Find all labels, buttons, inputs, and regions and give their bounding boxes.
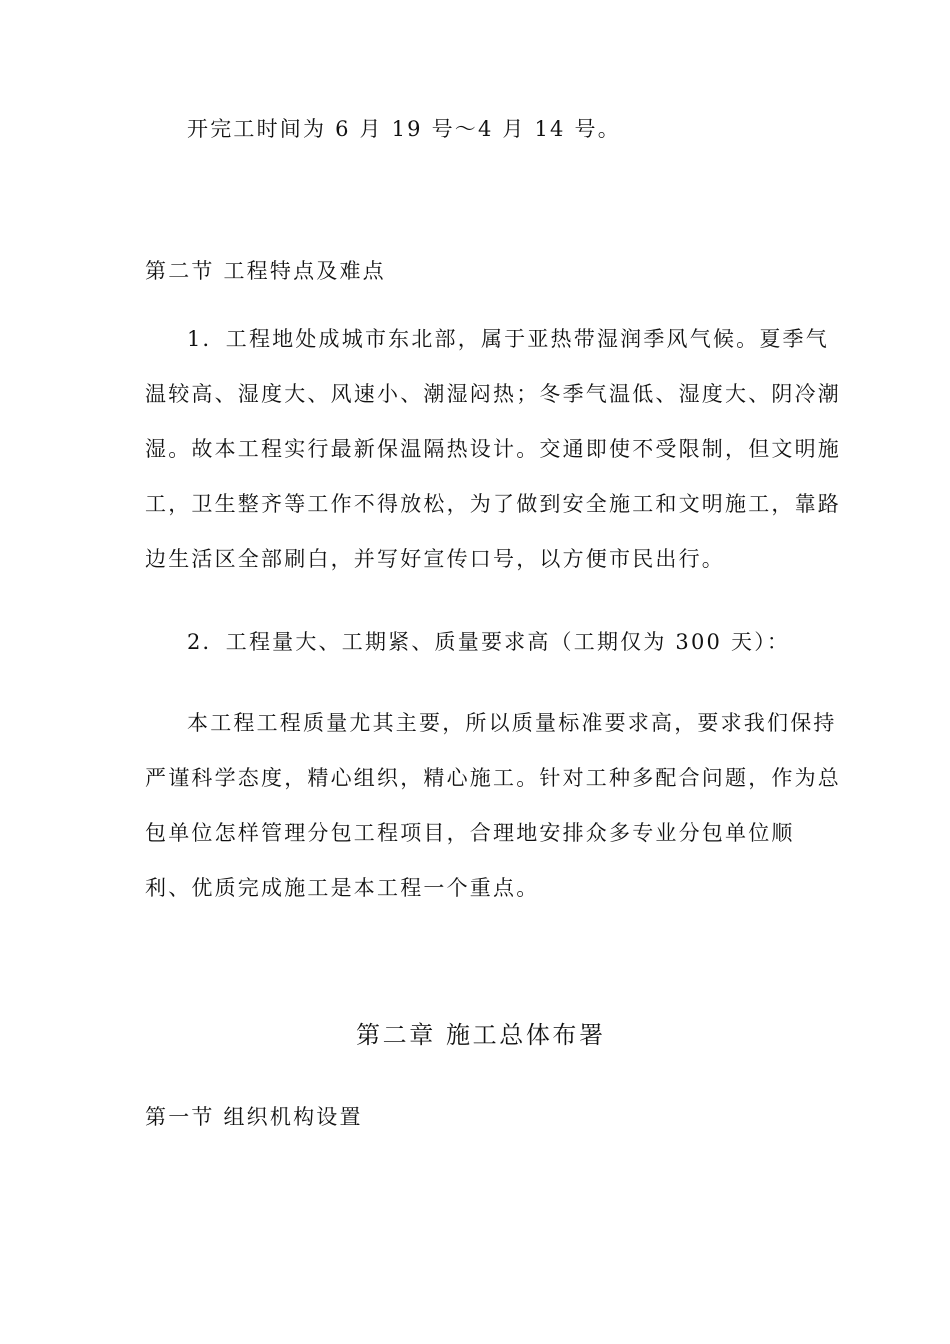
paragraph-line: 边生活区全部刷白，并写好宣传口号，以方便市民出行。 [145,547,725,571]
paragraph-line: 温较高、湿度大、风速小、潮湿闷热；冬季气温低、湿度大、阴冷潮 [145,382,841,406]
paragraph-line: 1．工程地处成城市东北部，属于亚热带湿润季风气候。夏季气 [187,327,829,351]
completion-time-line: 开完工时间为 6 月 19 号～4 月 14 号。 [187,117,621,141]
section-heading: 第二节 工程特点及难点 [145,259,386,283]
point-2-heading: 2．工程量大、工期紧、质量要求高（工期仅为 300 天）： [187,630,791,654]
paragraph-line: 严谨科学态度，精心组织，精心施工。针对工种多配合问题，作为总 [145,766,841,790]
section-heading: 第一节 组织机构设置 [145,1105,363,1129]
paragraph-line: 湿。故本工程实行最新保温隔热设计。交通即使不受限制，但文明施 [145,437,841,461]
paragraph-line: 利、优质完成施工是本工程一个重点。 [145,876,540,900]
paragraph-line: 本工程工程质量尤其主要，所以质量标准要求高，要求我们保持 [187,711,837,735]
chapter-title: 第二章 施工总体布署 [356,1021,606,1049]
paragraph-line: 包单位怎样管理分包工程项目，合理地安排众多专业分包单位顺 [145,821,795,845]
paragraph-line: 工，卫生整齐等工作不得放松，为了做到安全施工和文明施工，靠路 [145,492,841,516]
